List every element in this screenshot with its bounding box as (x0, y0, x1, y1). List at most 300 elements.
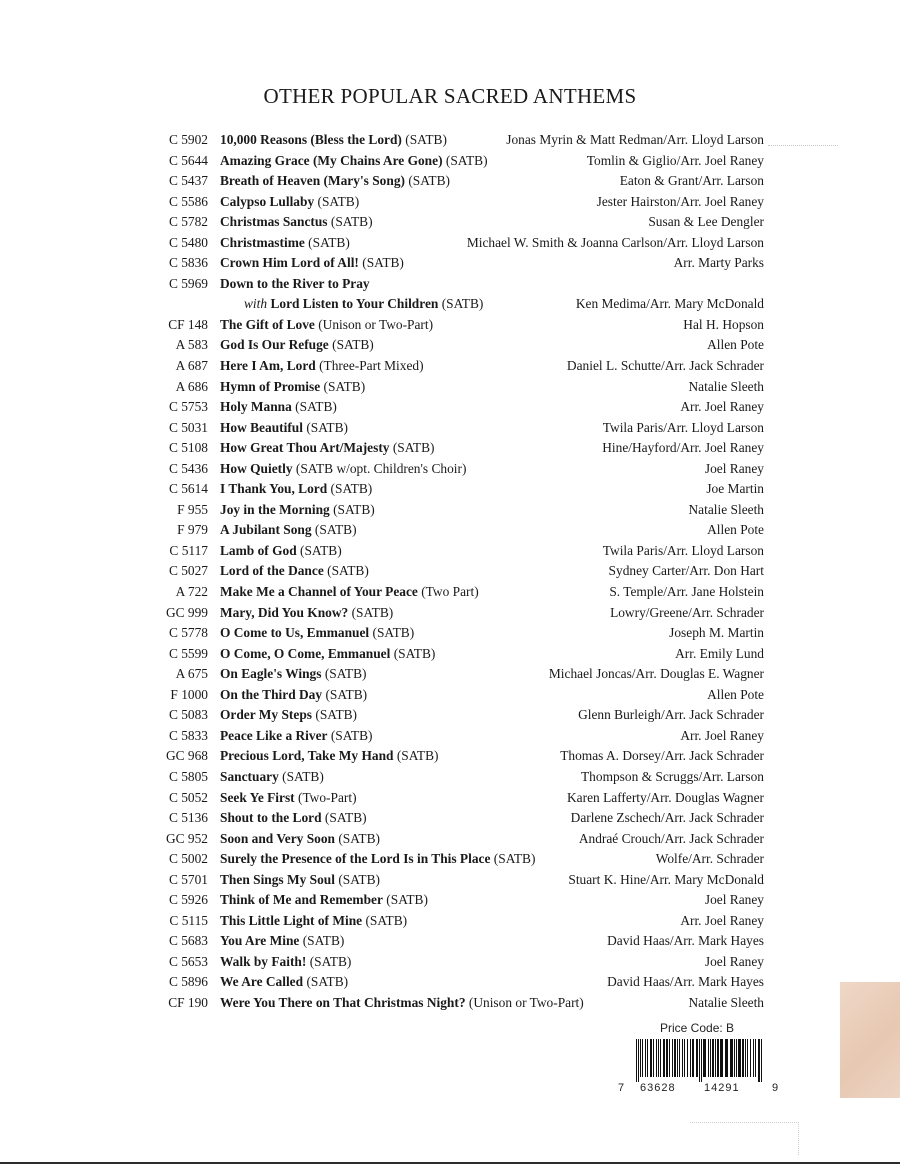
anthem-row (150, 151, 770, 172)
voicing: (SATB) (330, 214, 373, 230)
composer-credit: Karen Lafferty/Arr. Douglas Wagner (567, 789, 764, 805)
barcode-bar (663, 1039, 665, 1077)
barcode-bar (720, 1039, 723, 1077)
anthem-title: Down to the River to Pray (220, 275, 370, 291)
voicing: (SATB) (332, 337, 374, 353)
voicing: (SATB) (351, 604, 394, 620)
catalog-code: CF 190 (168, 994, 208, 1010)
voicing: (SATB) (386, 892, 428, 908)
anthem-title-group (220, 541, 342, 562)
anthem-row (150, 972, 770, 993)
anthem-title: Lord of the Dance (220, 563, 324, 579)
anthem-title: Crown Him Lord of All! (220, 255, 359, 271)
voicing: (SATB) (306, 974, 349, 990)
anthem-row (150, 418, 770, 439)
anthem-title: This Little Light of Mine (220, 912, 363, 928)
voicing: (SATB) (308, 234, 350, 250)
composer-credit: Joel Raney (704, 460, 764, 476)
anthem-title-group (220, 274, 370, 295)
voicing: (SATB) (282, 768, 324, 784)
anthem-row (150, 685, 770, 706)
voicing: (Unison or Two-Part) (318, 316, 434, 332)
anthem-title: How Great Thou Art/Majesty (220, 440, 390, 456)
anthem-row (150, 623, 770, 644)
barcode-bar (677, 1039, 678, 1077)
anthem-title: Lamb of God (220, 542, 297, 558)
anthem-title-group (220, 746, 439, 767)
voicing: (SATB) (445, 152, 488, 168)
catalog-code: C 5778 (168, 625, 208, 641)
price-code: Price Code: B (660, 1021, 735, 1035)
barcode-bar (747, 1039, 748, 1077)
catalog-code: C 5683 (168, 933, 208, 949)
barcode (634, 1039, 764, 1082)
barcode-bar (703, 1039, 706, 1077)
barcode-bar (666, 1039, 668, 1077)
composer-credit: Andraé Crouch/Arr. Jack Schrader (578, 830, 764, 846)
anthem-title: We Are Called (220, 974, 304, 990)
barcode-bar (710, 1039, 711, 1077)
voicing: (SATB) (365, 912, 408, 928)
catalog-code: C 5083 (168, 707, 208, 723)
anthem-title: Christmastime (220, 234, 305, 250)
catalog-code: C 5644 (168, 152, 208, 168)
barcode-bar (755, 1039, 756, 1077)
anthem-title-group (220, 808, 367, 829)
catalog-code: C 5586 (168, 193, 208, 209)
anthem-title-group (220, 870, 380, 891)
voicing: (SATB) (392, 440, 435, 456)
composer-credit: Arr. Joel Raney (680, 399, 764, 415)
upc-first-digit: 7 (618, 1082, 625, 1094)
anthem-title: Order My Steps (220, 707, 312, 723)
composer-credit: Joel Raney (704, 892, 764, 908)
catalog-code: A 675 (175, 666, 208, 682)
anthem-title: Were You There on That Christmas Night? (220, 994, 466, 1010)
catalog-code: C 5599 (168, 645, 208, 661)
anthem-title: Holy Manna (220, 399, 292, 415)
composer-credit: Wolfe/Arr. Schrader (655, 851, 764, 867)
catalog-code: C 5031 (168, 419, 208, 435)
dotted-guide-line (768, 145, 838, 146)
barcode-bar (742, 1039, 744, 1077)
anthem-title: Soon and Very Soon (220, 830, 335, 846)
voicing: (SATB) (309, 953, 352, 969)
composer-credit: Stuart K. Hine/Arr. Mary McDonald (568, 871, 764, 887)
barcode-bar (640, 1039, 641, 1077)
anthem-row (150, 315, 770, 336)
anthem-title: Sanctuary (220, 768, 279, 784)
anthem-title-group (220, 890, 428, 911)
anthem-title-group (220, 623, 414, 644)
composer-credit: Ken Medima/Arr. Mary McDonald (575, 296, 764, 312)
anthem-row (150, 705, 770, 726)
barcode-bar (717, 1039, 719, 1077)
anthem-row (150, 829, 770, 850)
anthem-title-group (220, 356, 424, 377)
anthem-title: Christmas Sanctus (220, 214, 328, 230)
anthem-title-group (220, 685, 367, 706)
catalog-code: C 5436 (168, 460, 208, 476)
voicing: (Two Part) (421, 584, 479, 600)
catalog-code: C 5805 (168, 768, 208, 784)
catalog-code: C 5117 (169, 542, 208, 558)
catalog-code: C 5896 (168, 974, 208, 990)
anthem-row (150, 253, 770, 274)
catalog-code: C 5782 (168, 214, 208, 230)
barcode-bar (734, 1039, 735, 1077)
composer-credit: Twila Paris/Arr. Lloyd Larson (602, 419, 764, 435)
anthem-title: On Eagle's Wings (220, 666, 322, 682)
voicing: (SATB) (393, 645, 436, 661)
anthem-title-group (220, 972, 348, 993)
anthem-title-group (220, 561, 369, 582)
composer-credit: Thompson & Scruggs/Arr. Larson (581, 768, 764, 784)
barcode-bar (645, 1039, 646, 1077)
voicing: (SATB) (324, 810, 367, 826)
catalog-code: C 5115 (169, 912, 208, 928)
anthem-list (150, 130, 770, 1014)
voicing: (SATB w/opt. Children's Choir) (295, 460, 467, 476)
catalog-code: A 722 (175, 584, 208, 600)
anthem-row (150, 397, 770, 418)
composer-credit: Natalie Sleeth (688, 501, 764, 517)
anthem-title: Make Me a Channel of Your Peace (220, 584, 418, 600)
voicing: (SATB) (323, 378, 366, 394)
anthem-title: Lord Listen to Your Children (270, 296, 439, 312)
anthem-row (150, 808, 770, 829)
anthem-title-group (220, 849, 535, 870)
barcode-bar (660, 1039, 661, 1077)
barcode-bar (656, 1039, 657, 1077)
upc-left-group: 63628 (640, 1082, 676, 1094)
composer-credit: Arr. Emily Lund (675, 645, 764, 661)
voicing: (SATB) (372, 625, 415, 641)
voicing: (SATB) (408, 173, 451, 189)
composer-credit: Darlene Zschech/Arr. Jack Schrader (570, 810, 764, 826)
anthem-title: 10,000 Reasons (Bless the Lord) (220, 132, 402, 147)
composer-credit: Natalie Sleeth (688, 994, 764, 1010)
anthem-row (150, 890, 770, 911)
barcode-bar (708, 1039, 709, 1077)
anthem-row (150, 212, 770, 233)
composer-credit: Glenn Burleigh/Arr. Jack Schrader (578, 707, 764, 723)
barcode-bar (636, 1039, 637, 1082)
anthem-row (150, 726, 770, 747)
upc-right-group: 14291 (704, 1082, 740, 1094)
composer-credit: David Haas/Arr. Mark Hayes (607, 974, 764, 990)
catalog-code: GC 999 (165, 604, 208, 620)
composer-credit: Susan & Lee Dengler (648, 214, 764, 230)
anthem-title: Amazing Grace (My Chains Are Gone) (220, 152, 443, 168)
anthem-title: O Come, O Come, Emmanuel (220, 645, 391, 661)
catalog-code: C 5836 (168, 255, 208, 271)
voicing: (SATB) (295, 399, 337, 415)
anthem-title-group (220, 767, 324, 788)
anthem-row (150, 192, 770, 213)
anthem-title: A Jubilant Song (220, 522, 312, 538)
barcode-bar (699, 1039, 700, 1082)
anthem-row (150, 746, 770, 767)
anthem-title-group (220, 315, 433, 336)
anthem-title: God Is Our Refuge (220, 337, 329, 353)
anthem-row (150, 274, 770, 295)
composer-credit: Allen Pote (707, 337, 764, 353)
upc-number (618, 1082, 782, 1098)
barcode-bar (669, 1039, 670, 1077)
anthem-row (150, 664, 770, 685)
anthem-title-group (220, 130, 447, 151)
catalog-code: A 686 (175, 378, 208, 394)
anthem-title-group (220, 931, 344, 952)
barcode-bar (738, 1039, 741, 1077)
upc-last-digit: 9 (772, 1082, 779, 1094)
barcode-bar (750, 1039, 751, 1077)
anthem-title-group (220, 726, 373, 747)
anthem-title: Walk by Faith! (220, 953, 307, 969)
anthem-row (150, 520, 770, 541)
barcode-bar (692, 1039, 694, 1077)
catalog-code: GC 952 (165, 830, 208, 846)
catalog-code: C 5136 (168, 810, 208, 826)
barcode-bar (761, 1039, 762, 1082)
barcode-bar (696, 1039, 698, 1077)
anthem-row (150, 582, 770, 603)
voicing: (SATB) (405, 132, 447, 147)
anthem-row (150, 294, 770, 315)
voicing: (Two-Part) (297, 789, 357, 805)
anthem-title-group (220, 192, 359, 213)
catalog-code: C 5002 (168, 851, 208, 867)
anthem-title-group (220, 397, 337, 418)
page-title: OTHER POPULAR SACRED ANTHEMS (263, 84, 637, 108)
anthem-row (150, 377, 770, 398)
barcode-bar (684, 1039, 685, 1077)
anthem-title: Seek Ye First (220, 789, 295, 805)
anthem-title: Surely the Presence of the Lord Is in This Place (220, 851, 491, 867)
catalog-code: GC 968 (165, 748, 208, 764)
anthem-title-group (220, 582, 479, 603)
barcode-bar (674, 1039, 676, 1077)
voicing: (SATB) (315, 707, 358, 723)
catalog-code: A 583 (175, 337, 208, 353)
catalog-code: C 5027 (168, 563, 208, 579)
anthem-title: Breath of Heaven (Mary's Song) (220, 173, 405, 189)
anthem-title-group (220, 377, 365, 398)
barcode-bar (687, 1039, 688, 1077)
composer-credit: Allen Pote (707, 686, 764, 702)
anthem-title: Calypso Lullaby (220, 193, 315, 209)
anthem-title: Joy in the Morning (220, 501, 330, 517)
catalog-code: C 5833 (168, 727, 208, 743)
composer-credit: Joseph M. Martin (669, 625, 764, 641)
voicing: (SATB) (300, 542, 342, 558)
anthem-title-group (220, 212, 373, 233)
barcode-bar (712, 1039, 714, 1077)
anthem-row (150, 603, 770, 624)
barcode-bar (653, 1039, 654, 1077)
barcode-bar (658, 1039, 659, 1077)
composer-credit: Eaton & Grant/Arr. Larson (619, 173, 764, 189)
catalog-code: C 5701 (168, 871, 208, 887)
anthem-title: On the Third Day (220, 686, 323, 702)
anthem-row (150, 952, 770, 973)
anthem-title-group (220, 644, 435, 665)
composer-credit: Thomas A. Dorsey/Arr. Jack Schrader (560, 748, 764, 764)
anthem-row (150, 500, 770, 521)
anthem-row (150, 870, 770, 891)
composer-credit: Lowry/Greene/Arr. Schrader (610, 604, 764, 620)
barcode-bar (650, 1039, 652, 1077)
voicing: (Three-Part Mixed) (319, 358, 424, 374)
barcode-bar (758, 1039, 760, 1082)
composer-credit: Daniel L. Schutte/Arr. Jack Schrader (566, 358, 764, 374)
barcode-bar (679, 1039, 680, 1077)
anthem-row (150, 931, 770, 952)
barcode-bar (701, 1039, 702, 1082)
barcode-bar (647, 1039, 648, 1077)
barcode-bar (753, 1039, 754, 1077)
voicing: (SATB) (338, 871, 381, 887)
anthem-title: You Are Mine (220, 933, 300, 949)
anthem-title: Shout to the Lord (220, 810, 322, 826)
anthem-row (150, 233, 770, 254)
anthem-row (150, 356, 770, 377)
anthem-title: Precious Lord, Take My Hand (220, 748, 394, 764)
page-tab-edge (840, 982, 900, 1098)
anthem-title-group (220, 253, 404, 274)
composer-credit: Sydney Carter/Arr. Don Hart (608, 563, 764, 579)
composer-credit: Joel Raney (704, 953, 764, 969)
composer-credit: Hine/Hayford/Arr. Joel Raney (602, 440, 764, 456)
composer-credit: Michael Joncas/Arr. Douglas E. Wagner (548, 666, 764, 682)
anthem-title-group (220, 438, 435, 459)
catalog-code: F 1000 (170, 686, 208, 702)
catalog-code: F 955 (177, 501, 208, 517)
voicing: (SATB) (338, 830, 381, 846)
voicing: (SATB) (396, 748, 439, 764)
anthem-title-group (220, 705, 357, 726)
composer-credit: Twila Paris/Arr. Lloyd Larson (602, 542, 764, 558)
anthem-title-group (244, 294, 483, 315)
anthem-title: Think of Me and Remember (220, 892, 383, 908)
catalog-code: C 5969 (168, 275, 208, 291)
catalog-code: C 5437 (168, 173, 208, 189)
voicing: (SATB) (325, 686, 368, 702)
anthem-row (150, 767, 770, 788)
composer-credit: Allen Pote (707, 522, 764, 538)
anthem-row (150, 459, 770, 480)
catalog-code: C 5480 (168, 234, 208, 250)
catalog-code: C 5902 (168, 132, 208, 147)
anthem-title: Peace Like a River (220, 727, 328, 743)
anthem-title: The Gift of Love (220, 316, 315, 332)
voicing: (SATB) (330, 481, 373, 497)
barcode-bar (642, 1039, 643, 1077)
anthem-title: Here I Am, Lord (220, 358, 316, 374)
anthem-title-group (220, 459, 466, 480)
anthem-title-group (220, 520, 357, 541)
composer-credit: Arr. Joel Raney (680, 727, 764, 743)
voicing: (SATB) (314, 522, 357, 538)
composer-credit: Joe Martin (706, 481, 764, 497)
anthem-title-group (220, 603, 393, 624)
anthem-row (150, 171, 770, 192)
catalog-code: CF 148 (168, 316, 208, 332)
composer-credit: Jonas Myrin & Matt Redman/Arr. Lloyd Larson (506, 132, 764, 147)
anthem-title-group (220, 171, 450, 192)
anthem-title: Mary, Did You Know? (220, 604, 349, 620)
dotted-corner-mark (690, 1122, 799, 1155)
anthem-title: Then Sings My Soul (220, 871, 335, 887)
composer-credit: Arr. Joel Raney (680, 912, 764, 928)
anthem-title: I Thank You, Lord (220, 481, 328, 497)
composer-credit: S. Temple/Arr. Jane Holstein (609, 584, 764, 600)
voicing: (SATB) (330, 727, 373, 743)
barcode-bar (730, 1039, 733, 1077)
anthem-title-group (220, 418, 348, 439)
voicing: (Unison or Two-Part) (468, 994, 584, 1010)
anthem-title: How Quietly (220, 460, 293, 476)
barcode-bar (715, 1039, 716, 1077)
barcode-bar (736, 1039, 737, 1077)
composer-credit: David Haas/Arr. Mark Hayes (607, 933, 764, 949)
catalog-code: C 5926 (168, 892, 208, 908)
anthem-row (150, 561, 770, 582)
anthem-title-group (220, 664, 367, 685)
anthem-row (150, 644, 770, 665)
composer-credit: Michael W. Smith & Joanna Carlson/Arr. Lloyd Larson (466, 234, 764, 250)
anthem-title-group (220, 788, 357, 809)
anthem-row (150, 788, 770, 809)
voicing: (SATB) (306, 419, 348, 435)
barcode-bar (745, 1039, 746, 1077)
voicing: (SATB) (441, 296, 484, 312)
anthem-title: How Beautiful (220, 419, 303, 435)
anthem-row (150, 335, 770, 356)
anthem-row (150, 993, 770, 1014)
anthem-title-group (220, 479, 372, 500)
anthem-title: O Come to Us, Emmanuel (220, 625, 370, 641)
catalog-code: C 5753 (168, 399, 208, 415)
anthem-row (150, 911, 770, 932)
anthem-title-group (220, 993, 584, 1014)
catalog-code: F 979 (177, 522, 208, 538)
barcode-bar (638, 1039, 639, 1082)
catalog-code: C 5108 (168, 440, 208, 456)
anthem-title-group (220, 233, 350, 254)
anthem-title: Hymn of Promise (220, 378, 321, 394)
catalog-code: A 687 (175, 358, 208, 374)
composer-credit: Jester Hairston/Arr. Joel Raney (596, 193, 764, 209)
voicing: (SATB) (327, 563, 369, 579)
barcode-bar (725, 1039, 728, 1077)
anthem-title-group (220, 500, 375, 521)
voicing: (SATB) (302, 933, 345, 949)
anthem-row (150, 849, 770, 870)
anthem-title-group (220, 829, 380, 850)
barcode-bar (672, 1039, 673, 1077)
anthem-row (150, 438, 770, 459)
barcode-bar (690, 1039, 691, 1077)
voicing: (SATB) (362, 255, 404, 271)
barcode-bar (682, 1039, 683, 1077)
anthem-title-group (220, 952, 351, 973)
anthem-row (150, 541, 770, 562)
composer-credit: Natalie Sleeth (688, 378, 764, 394)
anthem-title-group (220, 335, 374, 356)
anthem-title-group (220, 911, 407, 932)
